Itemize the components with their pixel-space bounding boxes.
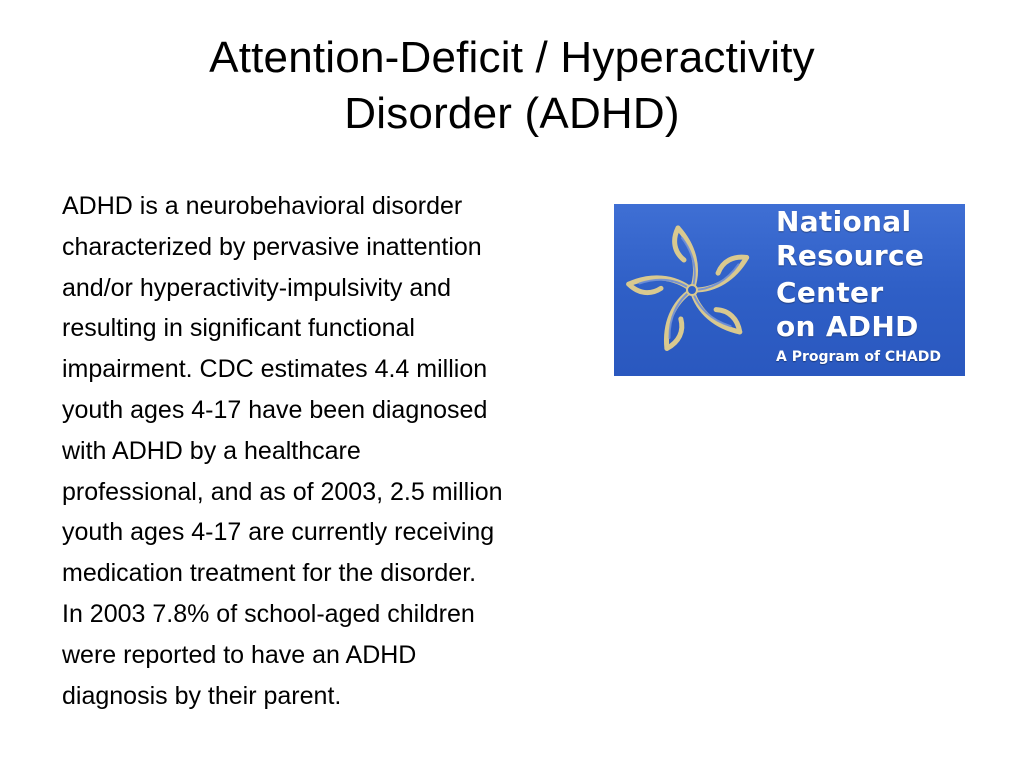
nrc-adhd-logo [614,204,965,376]
logo-text-on-adhd: on ADHD [776,310,919,343]
logo-text-resource: Resource [776,239,925,272]
logo-text-national: National [776,205,912,238]
logo-subtitle: A Program of CHADD [776,349,941,365]
slide-title [80,30,944,142]
slide-title-line-2: Disorder (ADHD) [344,89,680,138]
logo-text-center: Center [776,276,884,309]
slide-title-line-1: Attention-Deficit / Hyperactivity [209,33,815,82]
slide-body-text: ADHD is a neurobehavioral disorder characterized by pervasive inattention and/or hyperactivity-impulsivity and resulting in significant functional impairment. CDC estimates 4.4 million youth ages 4-17 have been diagnosed with ADHD by a healthcare professional, and as of 2003, 2.5 million youth ages 4-17 are currently receiving medication treatment for the disorder. In 2003 7.8% of school-aged children were reported to have an ADHD diagnosis by their parent. [62,192,503,710]
swirl-star-icon [614,204,774,376]
